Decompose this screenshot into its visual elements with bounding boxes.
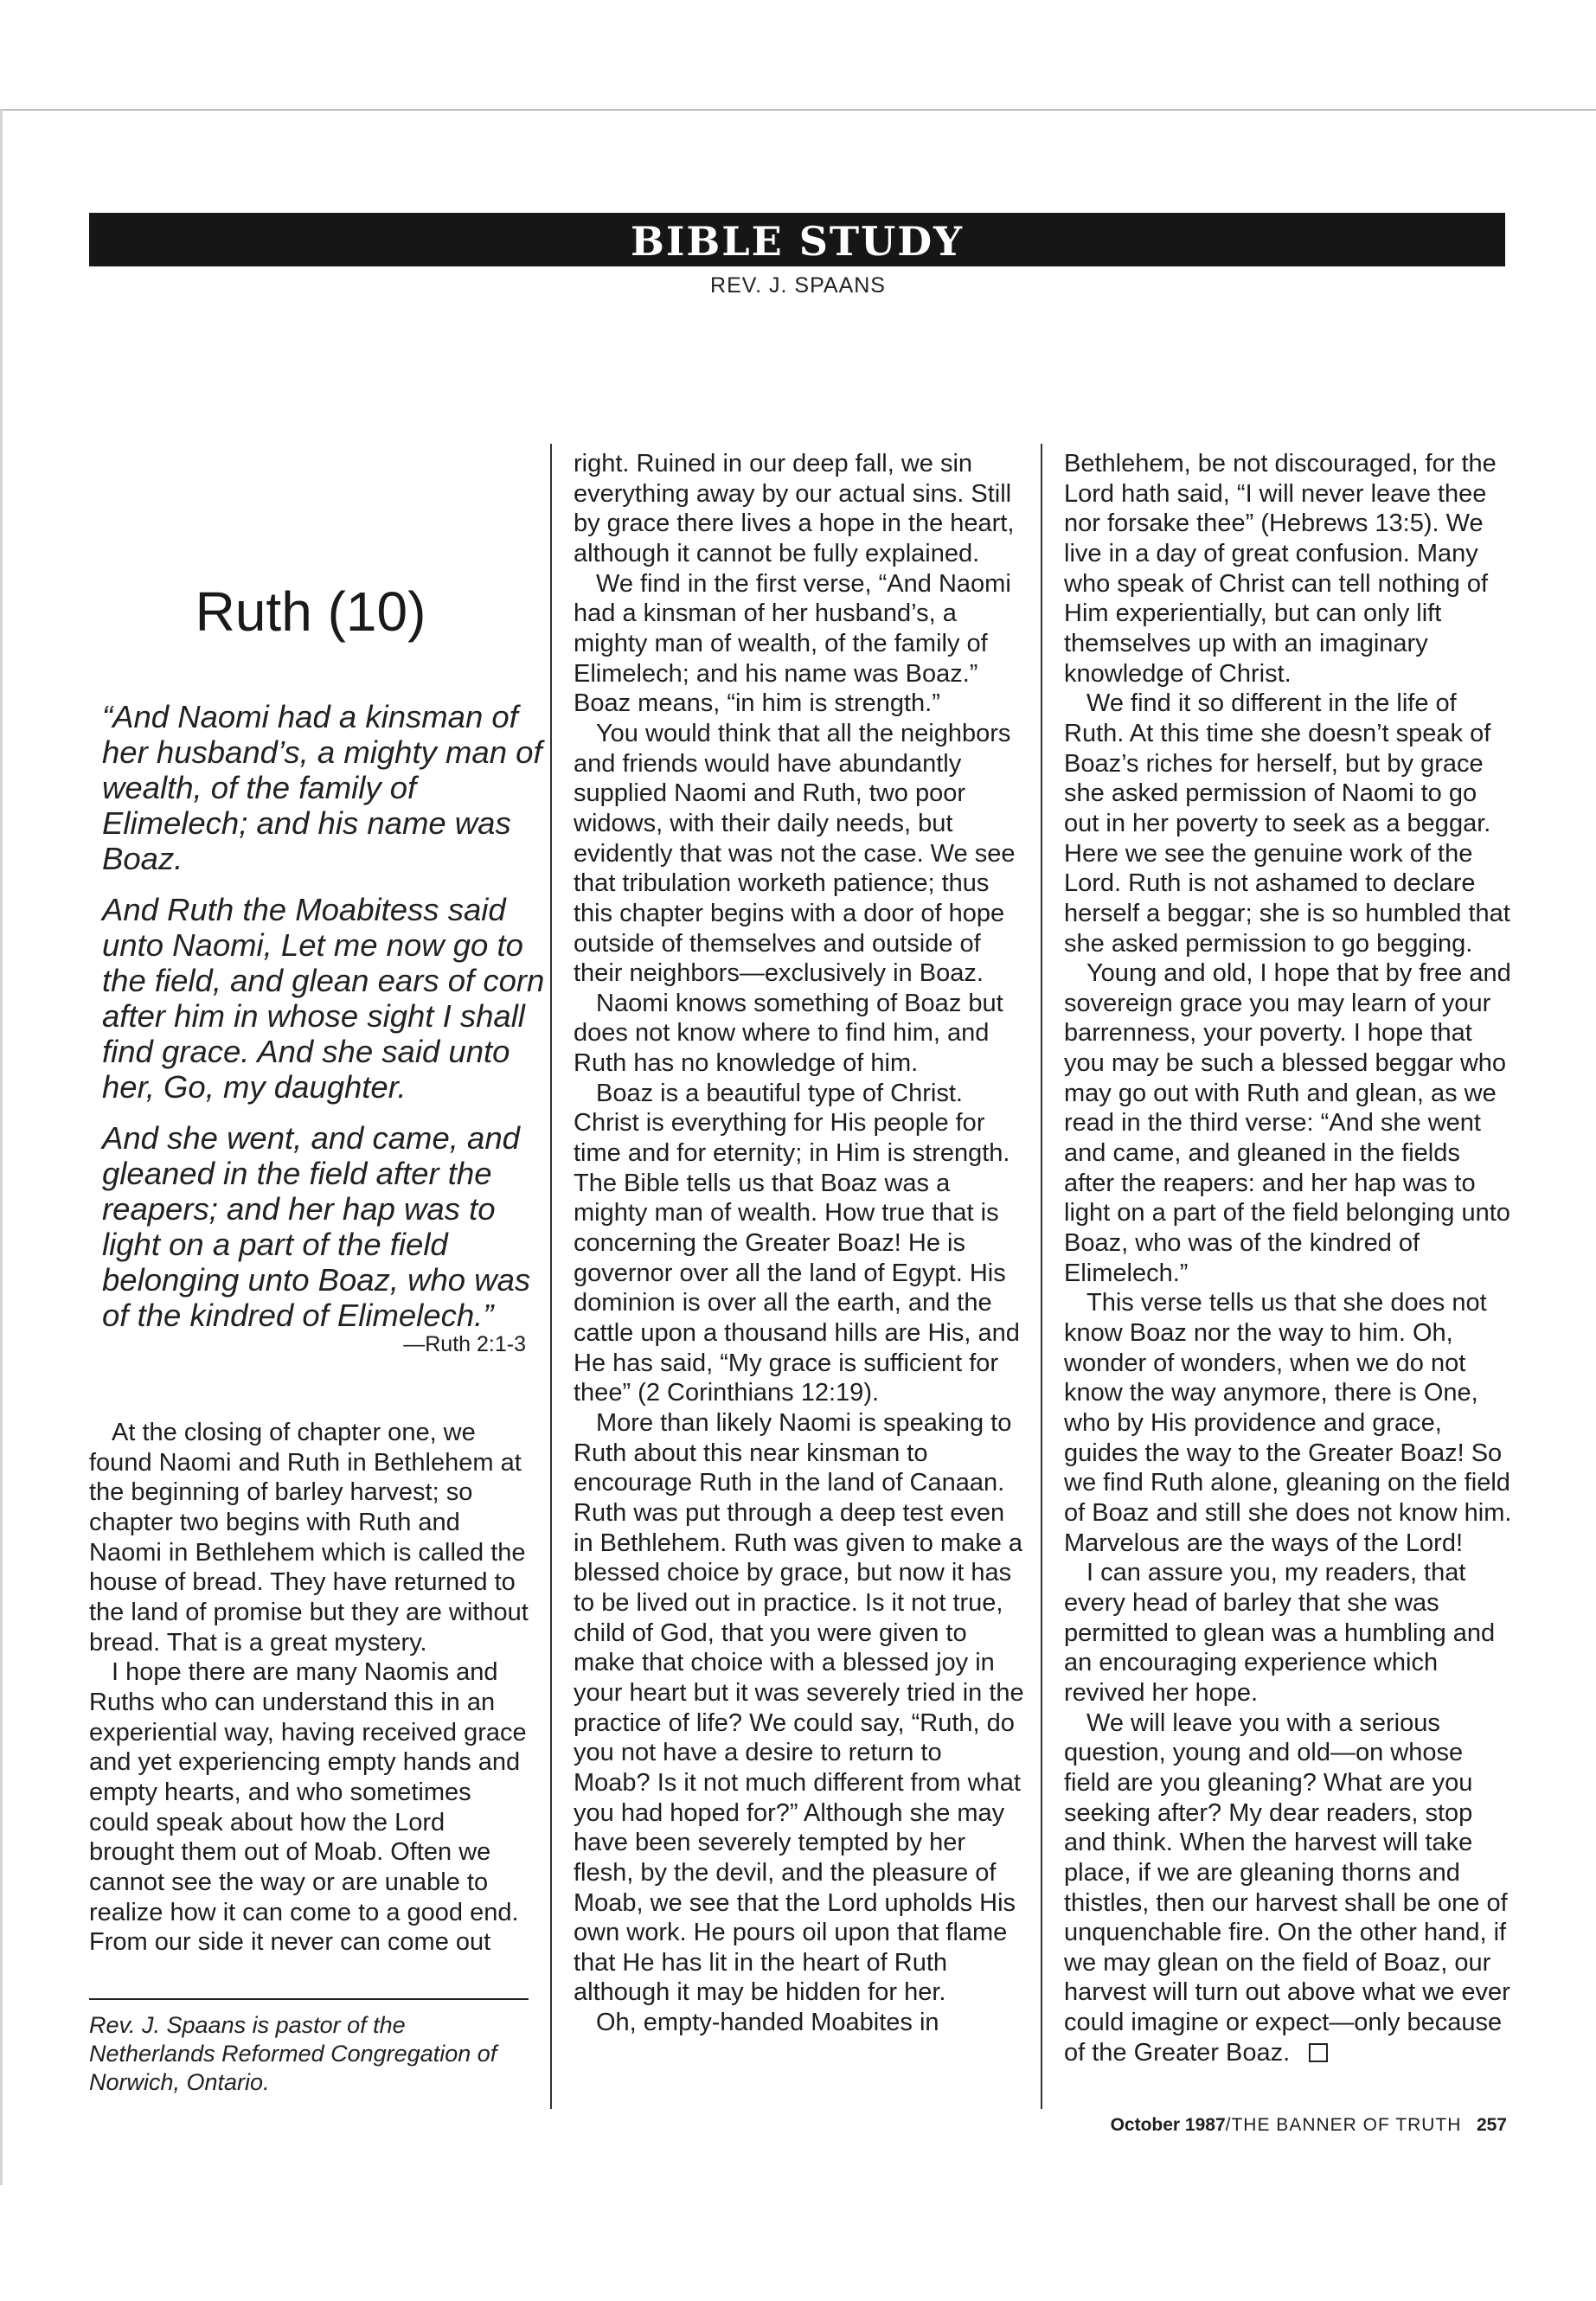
paragraph: You would think that all the neighbors and friends would have abundantly supplied Naomi and Ruth, two poor widows, with their daily needs, but evidently that was not the case. We see that tribulation worketh patience; thus this chapter begins with a door of hope outside of themselves and outside of their neighbors—exclusively in Boaz. bbox=[574, 719, 1016, 988]
page-number: 257 bbox=[1476, 2115, 1507, 2135]
article-column-1 bbox=[89, 1418, 529, 1958]
paragraph-final bbox=[1064, 1708, 1516, 2068]
magazine-name: /THE BANNER OF TRUTH bbox=[1225, 2115, 1462, 2135]
paragraph: I can assure you, my readers, that every head of barley that she was permitted to glean was a humbling and an encouraging experience which revived her hope. bbox=[1064, 1559, 1496, 1707]
paragraph: Bethlehem, be not discouraged, for the Lord hath said, “I will never leave thee nor forsake thee” (Hebrews 13:5). We live in a day of great confusion. Many who speak of Christ can tell nothing of Him experientially, but can only lift themselves up with an imaginary knowledge of Christ. bbox=[1064, 450, 1497, 688]
paragraph: Boaz is a beautiful type of Christ. Christ is everything for His people for time and for eternity; in Him is strength. The Bible tells us that Boaz was a mighty man of wealth. How true that is concerning the Greater Boaz! He is governor over all the land of Egypt. His dominion is over all the earth, and the cattle upon a thousand hills are His, and He has said, “My grace is sufficient for thee” (2 Corinthians 12:19). bbox=[574, 1079, 1020, 1407]
column-divider-1 bbox=[550, 444, 552, 2109]
paragraph: Oh, empty-handed Moabites in bbox=[596, 2009, 939, 2037]
scripture-verse-3: And she went, and came, and gleaned in the field after the reapers; and her hap was to light on a part of the field belonging unto Boaz, who was of the kindred of Elimelech.” bbox=[102, 1120, 531, 1333]
article-column-2 bbox=[574, 449, 1025, 2038]
scripture-verse-2: And Ruth the Moabitess said unto Naomi, Let me now go to the field, and glean ears of corn after him in whose sight I shall find grace. And she said unto her, Go, my daughter. bbox=[102, 892, 545, 1105]
article-title: Ruth (10) bbox=[195, 580, 426, 643]
paragraph: right. Ruined in our deep fall, we sin everything away by our actual sins. Still by grace there lives a hope in the heart, although it cannot be fully explained. bbox=[574, 450, 1015, 567]
end-mark-icon bbox=[1309, 2043, 1328, 2062]
section-banner: BIBLE STUDY bbox=[89, 213, 1505, 266]
author-bio: Rev. J. Spaans is pastor of the Netherlands Reformed Congregation of Norwich, Ontario. bbox=[89, 2012, 497, 2095]
scripture-quote bbox=[102, 699, 552, 1349]
article-column-3 bbox=[1064, 449, 1516, 2067]
bio-divider bbox=[89, 1998, 529, 2000]
paragraph: Young and old, I hope that by free and sovereign grace you may learn of your barrenness, your poverty. I hope that you may be such a blessed beggar who may go out with Ruth and glean, as we read in the third verse: “And she went and came, and gleaned in the fields after the reapers: and her hap was to light on a part of the field belonging unto Boaz, who was of the kindred of Elimelech.” bbox=[1064, 959, 1511, 1287]
paragraph: We find in the first verse, “And Naomi had a kinsman of her husband’s, a mighty man of wealth, of the family of Elimelech; and his name was Boaz.” Boaz means, “in him is strength.” bbox=[574, 569, 1011, 718]
paragraph: This verse tells us that she does not know Boaz nor the way to him. Oh, wonder of wonders, when we do not know the way anymore, there is One, who by His providence and grace, guides the way to the Greater Boaz! So we find Ruth alone, gleaning on the field of Boaz and still she does not know him. Marvelous are the ways of the Lord! bbox=[1064, 1289, 1512, 1557]
paragraph: Naomi knows something of Boaz but does not know where to find him, and Ruth has no knowledge of him. bbox=[574, 989, 1003, 1078]
paragraph-final-text: We will leave you with a serious question, young and old—on whose field are you gleaning? What are you seeking after? My dear readers, stop and think. When the harvest will take place, if we are gleaning thorns and thistles, then our harvest shall be one of unquenchable fire. On the other hand, if we may glean on the field of Boaz, our harvest will turn out above what we ever could imagine or expect—only because of the Greater Boaz. bbox=[1064, 1708, 1510, 2067]
issue-date: October 1987 bbox=[1110, 2115, 1226, 2135]
paragraph: At the closing of chapter one, we found Naomi and Ruth in Bethlehem at the beginning of barley harvest; so chapter two begins with Ruth and Naomi in Bethlehem which is called the house of bread. They have returned to the land of promise but they are without bread. That is a great mystery. bbox=[89, 1419, 529, 1657]
paragraph: More than likely Naomi is speaking to Ruth about this near kinsman to encourage Ruth in the land of Canaan. Ruth was put through a deep test even in Bethlehem. Ruth was given to make a blessed choice by grace, but now it has to be lived out in practice. Is it not true, child of God, that you were given to make that choice with a blessed joy in your heart but it was severely tried in the practice of life? We could say, “Ruth, do you not have a desire to return to Moab? Is it not much different from what you had hoped for?” Although she may have been severely tempted by her flesh, by the devil, and the pleasure of Moab, we see that the Lord upholds His own work. He pours oil upon that flame that He has lit in the heart of Ruth although it may be hidden for her. bbox=[574, 1409, 1024, 2007]
column-divider-2 bbox=[1041, 444, 1042, 2109]
scripture-verse-1: “And Naomi had a kinsman of her husband’s, a mighty man of wealth, of the family of Elimelech; and his name was Boaz. bbox=[102, 699, 542, 876]
author-byline: REV. J. SPAANS bbox=[710, 273, 886, 298]
scan-edge bbox=[0, 109, 3, 2185]
paragraph: We find it so different in the life of Ruth. At this time she doesn’t speak of Boaz’s riches for herself, but by grace she asked permission of Naomi to go out in her poverty to seek as a beggar. Here we see the genuine work of the Lord. Ruth is not ashamed to declare herself a beggar; she is so humbled that she asked permission to go begging. bbox=[1064, 689, 1510, 958]
paragraph: I hope there are many Naomis and Ruths who can understand this in an experiential way, having received grace and yet experiencing empty hands and empty hearts, and who sometimes could speak about how the Lord brought them out of Moab. Often we cannot see the way or are unable to realize how it can come to a good end. From our side it never can come out bbox=[89, 1658, 527, 1957]
scripture-reference: —Ruth 2:1-3 bbox=[403, 1332, 526, 1356]
page-footer bbox=[1111, 2115, 1507, 2136]
